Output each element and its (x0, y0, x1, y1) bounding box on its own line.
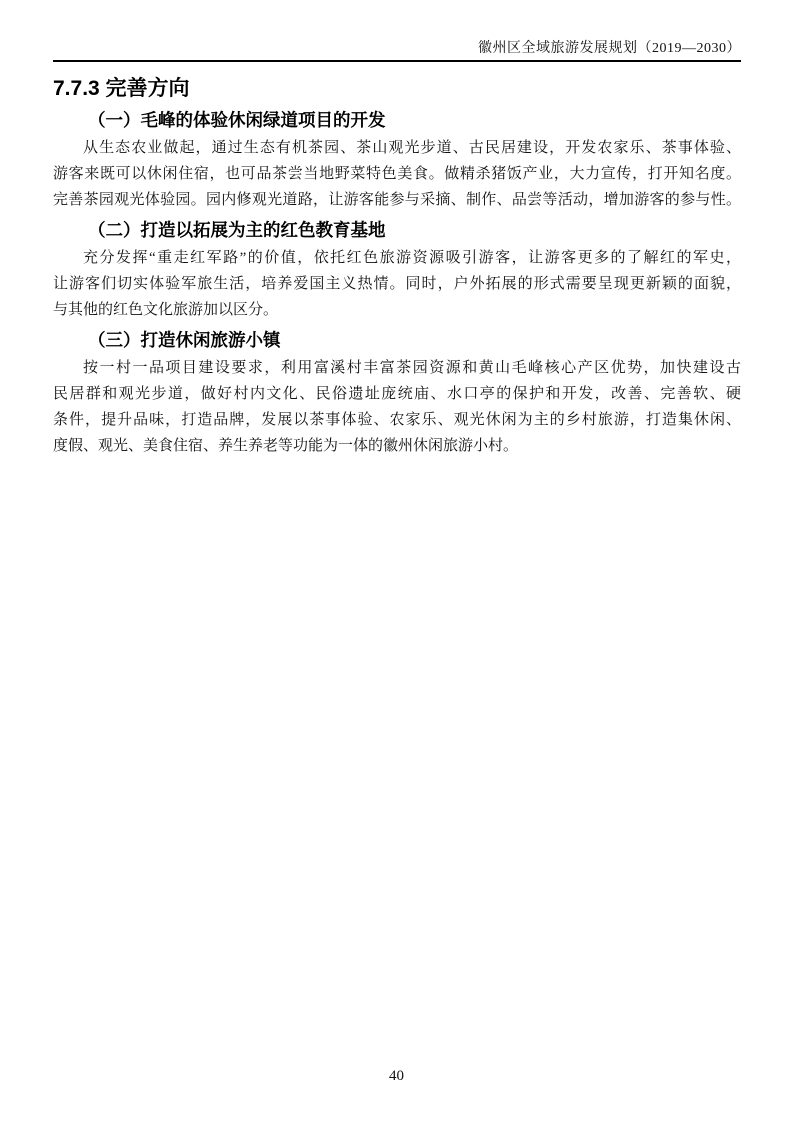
section-title: 7.7.3 完善方向 (53, 77, 190, 100)
paragraph-line: 条件，提升品味，打造品牌，发展以茶事体验、农家乐、观光休闲为主的乡村旅游，打造集休闲、 (53, 412, 741, 428)
subsection-3 (53, 329, 741, 459)
paragraph-line: 度假、观光、美食住宿、养生养老等功能为一体的徽州休闲旅游小村。 (53, 438, 519, 454)
subsection-2 (53, 219, 741, 323)
paragraph-line: 充分发挥“重走红军路”的价值，依托红色旅游资源吸引游客，让游客更多的了解红的军史， (83, 250, 741, 266)
running-header-title: 徽州区全域旅游发展规划（2019—2030） (53, 0, 741, 62)
paragraph-line: 从生态农业做起，通过生态有机茶园、茶山观光步道、古民居建设，开发农家乐、茶事体验、 (83, 140, 741, 156)
subsection-1-heading: （一）毛峰的体验休闲绿道项目的开发 (88, 110, 386, 130)
paragraph-line: 让游客们切实体验军旅生活，培养爱国主义热情。同时，户外拓展的形式需要呈现更新颖的面貌， (53, 276, 741, 292)
subsection-1-paragraph (53, 135, 741, 213)
paragraph-line: 完善茶园观光体验园。园内修观光道路，让游客能参与采摘、制作、品尝等活动，增加游客的参与性。 (53, 192, 741, 208)
page-content (53, 0, 741, 459)
paragraph-line: 按一村一品项目建设要求，利用富溪村丰富茶园资源和黄山毛峰核心产区优势，加快建设古 (83, 360, 741, 376)
page-footer (0, 1068, 793, 1085)
subsection-3-paragraph (53, 355, 741, 459)
subsection-1 (53, 109, 741, 213)
paragraph-line: 与其他的红色文化旅游加以区分。 (53, 302, 279, 318)
paragraph-line: 游客来既可以休闲住宿，也可品茶尝当地野菜特色美食。做精杀猪饭产业，大力宣传，打开知名度。 (53, 166, 741, 182)
page-number: 40 (389, 1068, 404, 1084)
subsection-2-heading: （二）打造以拓展为主的红色教育基地 (88, 220, 386, 240)
subsection-2-paragraph (53, 245, 741, 323)
subsection-3-heading: （三）打造休闲旅游小镇 (88, 330, 281, 350)
paragraph-line: 民居群和观光步道，做好村内文化、民俗遗址庞统庙、水口亭的保护和开发，改善、完善软、硬 (53, 386, 741, 402)
